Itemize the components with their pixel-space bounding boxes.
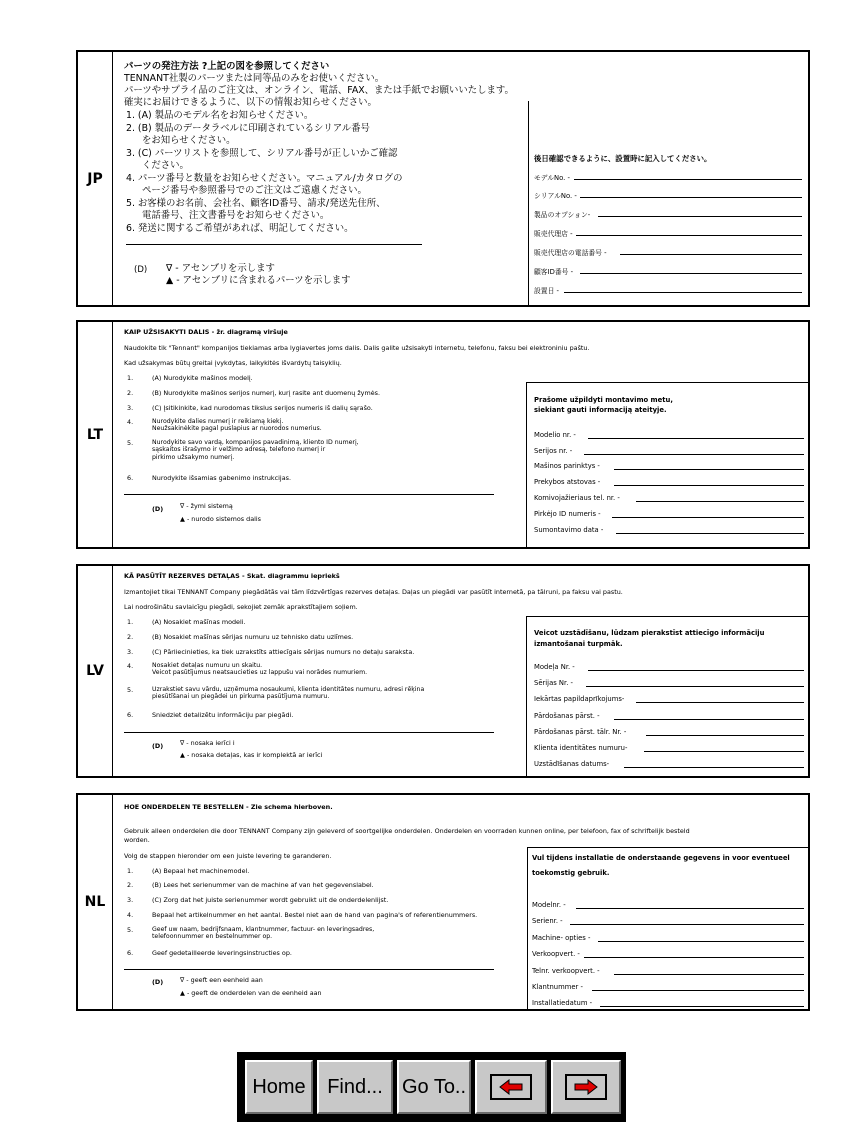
- lv-step-text: Sniedziet detalizētu informāciju par piegādi.: [152, 711, 294, 719]
- nl-field-line[interactable]: [614, 974, 804, 975]
- lv-legend-1: ∇ - nosaka ierīci i: [180, 739, 235, 747]
- lv-form-divider: [526, 616, 527, 776]
- nl-form-top: [527, 847, 808, 848]
- jp-title: パーツの発注方法 ?上記の図を参照してください: [124, 61, 330, 72]
- lv-form-title-1: Veicot uzstādīšanu, lūdzam pierakstīst attiecīgo informāciju: [534, 629, 765, 637]
- lt-form-title-2: siekiant gauti informaciją ateityje.: [534, 406, 667, 414]
- nl-field-line[interactable]: [598, 941, 804, 942]
- jp-step-3b: ください。: [142, 160, 189, 171]
- lt-p2: Kad užsakymas būtų greitai įvykdytas, laikykitės išvardytų taisyklių.: [124, 359, 342, 367]
- lv-field-line[interactable]: [588, 670, 804, 671]
- nl-field-line[interactable]: [576, 908, 804, 909]
- nl-field-line[interactable]: [584, 957, 804, 958]
- lt-field-line[interactable]: [612, 517, 804, 518]
- section-nl: [76, 793, 810, 1011]
- nl-divider: [124, 969, 494, 970]
- jp-legend-1: ∇ - アセンブリを示します: [166, 263, 275, 274]
- jp-field-label: 販売代理店の電話番号 -: [534, 249, 607, 257]
- lv-step-text: (B) Nosakiet mašīnas sērijas numuru uz tehnisko datu uzlīmes.: [152, 633, 354, 641]
- nl-content: [124, 795, 802, 1009]
- lang-label-lt: LT: [78, 322, 113, 547]
- jp-field-line[interactable]: [620, 254, 802, 255]
- section-lv: [76, 564, 810, 778]
- lt-field-line[interactable]: [614, 469, 804, 470]
- jp-form-divider: [528, 101, 529, 305]
- lt-step-text: Nurodykite dalies numerį ir reikiamą kiekį. Neužsakinėkite pagal puslapius ar nuorodos numerius.: [152, 418, 322, 433]
- right-arrow-icon: [574, 1079, 598, 1095]
- lt-legend-1: ∇ - žymi sistemą: [180, 502, 233, 510]
- nl-field-label: Installatiedatum -: [532, 999, 593, 1007]
- lt-form-top: [526, 382, 808, 383]
- previous-page-button[interactable]: [475, 1060, 547, 1114]
- nl-step-num: 6.: [127, 949, 134, 957]
- lv-form-title-2: izmantošanai turpmāk.: [534, 640, 623, 648]
- jp-field-line[interactable]: [580, 273, 802, 274]
- nl-legend-d: (D): [152, 978, 164, 986]
- lv-step-num: 2.: [127, 633, 134, 641]
- jp-p3: 確実にお届けできるように、以下の情報お知らせください。: [124, 97, 377, 108]
- lv-field-label: Modeļa Nr. -: [534, 663, 575, 671]
- lv-field-line[interactable]: [644, 751, 804, 752]
- jp-legend-2: ▲ - アセンブリに含まれるパーツを示します: [166, 275, 351, 286]
- jp-p1: TENNANT社製のパーツまたは同等品のみをお使いください。: [124, 73, 385, 84]
- lv-field-label: Uzstādīšanas datums-: [534, 760, 610, 768]
- lv-legend-2: ▲ - nosaka detaļas, kas ir komplektā ar ierīci: [180, 751, 323, 759]
- jp-step-5b: 電話番号、注文書番号をお知らせください。: [142, 210, 330, 221]
- lang-label-jp: JP: [78, 52, 113, 305]
- jp-field-label: シリアルNo. -: [534, 192, 577, 200]
- lt-divider: [124, 494, 494, 495]
- lv-step-num: 4.: [127, 662, 134, 670]
- nl-field-label: Telnr. verkoopvert. -: [532, 967, 600, 975]
- lv-p2: Lai nodrošinātu savlaicīgu piegādi, sekojiet zemāk aprakstītajiem soļiem.: [124, 603, 358, 611]
- find-button[interactable]: Find...: [317, 1060, 393, 1114]
- jp-field-label: 販売代理店 -: [534, 230, 573, 238]
- jp-step-2b: をお知らせください。: [142, 135, 236, 146]
- left-arrow-icon: [499, 1079, 523, 1095]
- lt-form-divider: [526, 382, 527, 547]
- jp-step-3a: 3. (C) パーツリストを参照して、シリアル番号が正しいかご確認: [126, 148, 398, 159]
- jp-field-label: 製品のオプション-: [534, 211, 591, 219]
- nl-step-num: 3.: [127, 896, 134, 904]
- jp-step-4b: ページ番号や参照番号でのご注文はご遠慮ください。: [142, 185, 367, 196]
- lt-step-text: (C) Įsitikinkite, kad nurodomas tikslus serijos numeris iš dalių sąrašo.: [152, 404, 373, 412]
- lv-p1: Izmantojiet tikai TENNANT Company piegādātās vai tām līdzvērtīgas rezerves detaļas. Daļas un piegādi var pasūtīt internetā, pa tālruni, pa faksu vai pastu.: [124, 588, 623, 596]
- lv-field-label: Klienta identitātes numuru-: [534, 744, 628, 752]
- section-lt: [76, 320, 810, 549]
- lv-step-text: (C) Pārliecinieties, ka tiek uzrakstīts attiecīgais sērijas numurs no detaļu saraksta.: [152, 648, 415, 656]
- jp-form-title: 後日確認できるように、設置時に記入してください。: [534, 154, 712, 163]
- nl-step-text: (C) Zorg dat het juiste serienummer wordt gebruikt uit de onderdelenlijst.: [152, 896, 389, 904]
- lt-field-line[interactable]: [614, 485, 804, 486]
- nl-form-title-1: Vul tijdens installatie de onderstaande gegevens in voor eventueel: [532, 854, 790, 862]
- nl-field-line[interactable]: [570, 924, 804, 925]
- lt-content: [124, 322, 802, 547]
- nl-form-title-2: toekomstig gebruik.: [532, 869, 610, 877]
- next-arrow-frame: [565, 1074, 607, 1100]
- lt-field-line[interactable]: [636, 501, 804, 502]
- lv-divider: [124, 732, 494, 733]
- lt-step-num: 5.: [127, 439, 134, 447]
- jp-step-1: 1. (A) 製品のモデル名をお知らせください。: [126, 110, 314, 121]
- lv-step-text: (A) Nosakiet mašīnas modeli.: [152, 618, 246, 626]
- lv-step-text: Nosakiet detaļas numuru un skaitu. Veicot pasūtījumus neatsaucieties uz lappušu vai norādes numuriem.: [152, 662, 368, 677]
- lv-field-line[interactable]: [586, 686, 804, 687]
- jp-step-6: 6. 発送に関するご希望があれば、明記してください。: [126, 223, 354, 234]
- lt-p1: Naudokite tik "Tennant" kompanijos tiekiamas arba lygiavertes joms dalis. Dalis galite užsisakyti internetu, telefonu, faksu bei elektroniniu paštu.: [124, 344, 590, 352]
- home-button[interactable]: Home: [245, 1060, 313, 1114]
- nl-legend-2: ▲ - geeft de onderdelen van de eenheid aan: [180, 989, 322, 997]
- jp-content: [124, 52, 802, 305]
- nl-step-text: (A) Bepaal het machinemodel.: [152, 867, 250, 875]
- nl-field-label: Verkoopvert. -: [532, 950, 580, 958]
- nl-field-line[interactable]: [600, 1006, 804, 1007]
- jp-field-label: 設置日 -: [534, 287, 560, 295]
- lv-field-line[interactable]: [614, 719, 804, 720]
- lt-field-line[interactable]: [616, 533, 804, 534]
- lt-field-label: Mašinos parinktys -: [534, 462, 600, 470]
- lv-field-line[interactable]: [624, 767, 804, 768]
- nl-field-label: Machine- opties -: [532, 934, 591, 942]
- nl-field-label: Modelnr. -: [532, 901, 566, 909]
- lt-step-num: 3.: [127, 404, 134, 412]
- lv-step-text: Uzrakstiet savu vārdu, uzņēmuma nosaukumi, klienta identitātes numuru, adresi rēķina piesūtīšanai un piegādei un pirkuma pasūtījuma numuru.: [152, 686, 425, 701]
- jp-step-4a: 4. パーツ番号と数量をお知らせください。マニュアル/カタログの: [126, 173, 403, 184]
- jp-field-label: モデルNo. -: [534, 174, 570, 182]
- lt-field-label: Serijos nr. -: [534, 447, 573, 455]
- lt-field-label: Pirkėjo ID numeris -: [534, 510, 601, 518]
- lt-step-text: (A) Nurodykite mašinos modelį.: [152, 374, 253, 382]
- lt-field-label: Komivojažieriaus tel. nr. -: [534, 494, 620, 502]
- lt-legend-2: ▲ - nurodo sistemos dalis: [180, 515, 261, 523]
- nl-step-num: 1.: [127, 867, 134, 875]
- jp-field-line[interactable]: [580, 197, 802, 198]
- lt-legend-d: (D): [152, 505, 164, 513]
- nl-step-num: 5.: [127, 926, 134, 934]
- nl-step-text: Geef uw naam, bedrijfsnaam, klantnummer, factuur- en leveringsadres, telefoonnummer en bestelnummer op.: [152, 926, 375, 941]
- lang-label-nl: NL: [78, 795, 113, 1009]
- nl-step-text: Bepaal het artikelnummer en het aantal. Bestel niet aan de hand van pagina's of referentienummers.: [152, 911, 478, 919]
- lv-field-label: Iekārtas papildaprīkojums-: [534, 695, 625, 703]
- lt-step-text: Nurodykite savo vardą, kompanijos pavadinimą, kliento ID numerį, sąskaitos išrašymo ir velžimo adresą, telefono numerį ir pirkimo užsakymo numerį.: [152, 439, 359, 461]
- navigation-bar: [237, 1052, 626, 1122]
- goto-button[interactable]: Go To..: [397, 1060, 471, 1114]
- lv-field-line[interactable]: [636, 702, 804, 703]
- lt-step-num: 2.: [127, 389, 134, 397]
- nl-form-divider: [527, 847, 528, 1009]
- jp-field-label: 顧客ID番号 -: [534, 268, 574, 276]
- previous-arrow-frame: [490, 1074, 532, 1100]
- section-jp: [76, 50, 810, 307]
- nl-field-label: Klantnummer -: [532, 983, 583, 991]
- lt-step-text: (B) Nurodykite mašinos serijos numerį, kurį rasite ant duomenų žymės.: [152, 389, 380, 397]
- nl-title: HOE ONDERDELEN TE BESTELLEN - Zie schema hierboven.: [124, 803, 333, 811]
- jp-field-line[interactable]: [574, 179, 802, 180]
- lv-field-line[interactable]: [646, 735, 804, 736]
- lv-legend-d: (D): [152, 742, 164, 750]
- lv-content: [124, 566, 802, 776]
- lv-field-label: Pārdošanas pārst. tālr. Nr. -: [534, 728, 627, 736]
- lt-step-num: 4.: [127, 418, 134, 426]
- nl-step-text: Geef gedetailleerde leveringsinstructies op.: [152, 949, 292, 957]
- lv-step-num: 6.: [127, 711, 134, 719]
- nl-step-num: 2.: [127, 881, 134, 889]
- lt-field-line[interactable]: [588, 438, 804, 439]
- lv-title: KĀ PASŪTĪT REZERVES DETAĻAS - Skat. diagrammu iepriekš: [124, 572, 340, 580]
- lt-field-line[interactable]: [584, 454, 804, 455]
- lv-step-num: 1.: [127, 618, 134, 626]
- lt-title: KAIP UŽSISAKYTI DALIS - žr. diagramą viršuje: [124, 328, 288, 336]
- jp-step-2a: 2. (B) 製品のデータラベルに印刷されているシリアル番号: [126, 123, 370, 134]
- jp-field-line[interactable]: [576, 235, 802, 236]
- lt-field-label: Prekybos atstovas -: [534, 478, 601, 486]
- jp-step-5a: 5. お客様のお名前、会社名、顧客ID番号、請求/発送先住所、: [126, 198, 386, 209]
- jp-field-line[interactable]: [564, 292, 802, 293]
- nl-step-num: 4.: [127, 911, 134, 919]
- next-page-button[interactable]: [551, 1060, 621, 1114]
- jp-p2: パーツやサプライ品のご注文は、オンライン、電話、FAX、または手紙でお願いいたします。: [124, 85, 514, 96]
- nl-step-text: (B) Lees het serienummer van de machine af van het gegevenslabel.: [152, 881, 374, 889]
- nl-p2: Volg de stappen hieronder om een juiste levering te garanderen.: [124, 852, 332, 860]
- lt-step-num: 1.: [127, 374, 134, 382]
- lt-step-text: Nurodykite išsamias gabenimo instrukcijas.: [152, 474, 291, 482]
- lv-field-label: Pārdošanas pārst. -: [534, 712, 600, 720]
- lt-field-label: Modelio nr. -: [534, 431, 576, 439]
- nl-p1a: Gebruik alleen onderdelen die door TENNANT Company zijn geleverd of soortgelijke onderdelen. Onderdelen en voorraden kunnen online, per telefoon, fax of schriftelijk besteld: [124, 827, 690, 835]
- nl-field-line[interactable]: [592, 990, 804, 991]
- jp-divider: [126, 244, 422, 245]
- nl-field-label: Serienr. -: [532, 917, 563, 925]
- lv-field-label: Sērijas Nr. -: [534, 679, 573, 687]
- lt-form-title-1: Prašome užpildyti montavimo metu,: [534, 396, 673, 404]
- lt-field-label: Sumontavimo data -: [534, 526, 604, 534]
- nl-p1b: worden.: [124, 836, 150, 844]
- lt-step-num: 6.: [127, 474, 134, 482]
- lv-step-num: 3.: [127, 648, 134, 656]
- jp-legend-d: (D): [134, 265, 148, 275]
- jp-field-line[interactable]: [598, 216, 802, 217]
- lang-label-lv: LV: [78, 566, 113, 776]
- lv-step-num: 5.: [127, 686, 134, 694]
- lv-form-top: [526, 616, 808, 617]
- nl-legend-1: ∇ - geeft een eenheid aan: [180, 976, 263, 984]
